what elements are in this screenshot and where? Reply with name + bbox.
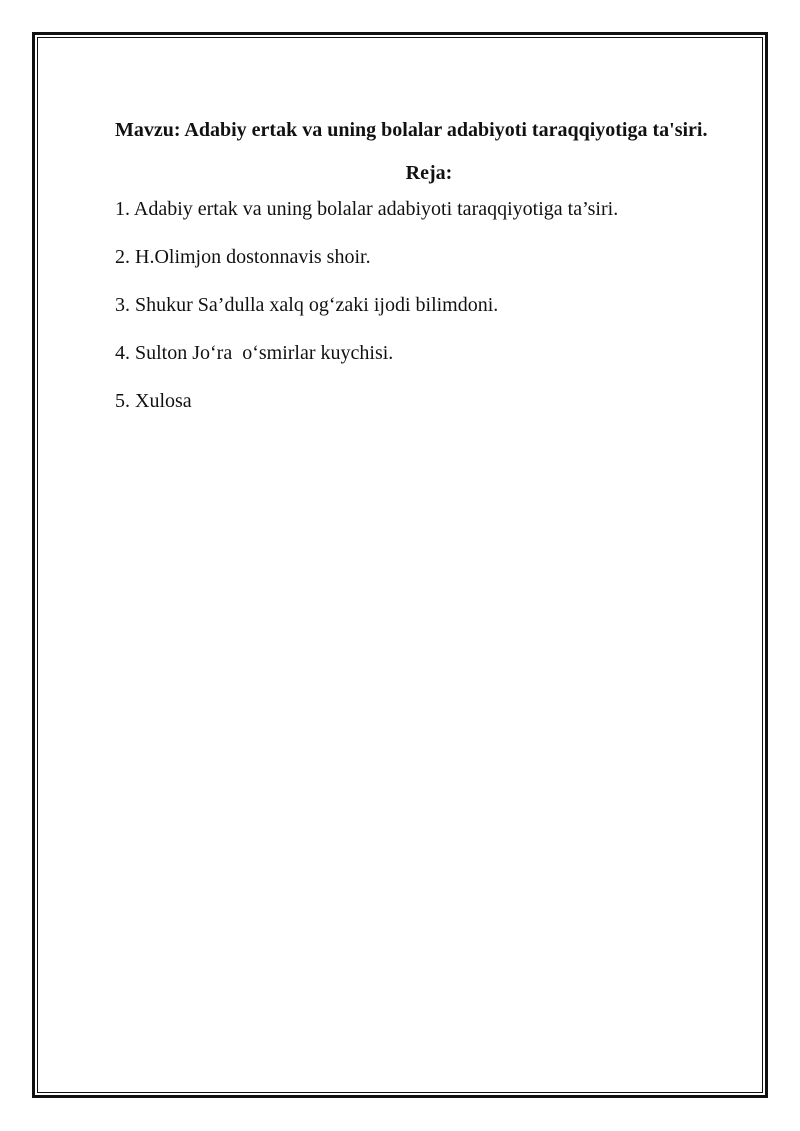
plan-list [115, 196, 743, 414]
plan-item: 1. Adabiy ertak va uning bolalar adabiyoti taraqqiyotiga ta’siri. [115, 198, 619, 220]
plan-item: 5. Xulosa [115, 390, 192, 412]
plan-heading: Reja: [405, 162, 453, 184]
plan-item: 3. Shukur Sa’dulla xalq og‘zaki ijodi bilimdoni. [115, 294, 499, 316]
page-content [115, 111, 743, 436]
plan-item: 2. H.Olimjon dostonnavis shoir. [115, 246, 371, 268]
topic-title: Mavzu: Adabiy ertak va uning bolalar adabiyoti taraqqiyotiga ta'siri. [115, 119, 708, 141]
plan-item: 4. Sulton Jo‘ra o‘smirlar kuychisi. [115, 342, 394, 364]
